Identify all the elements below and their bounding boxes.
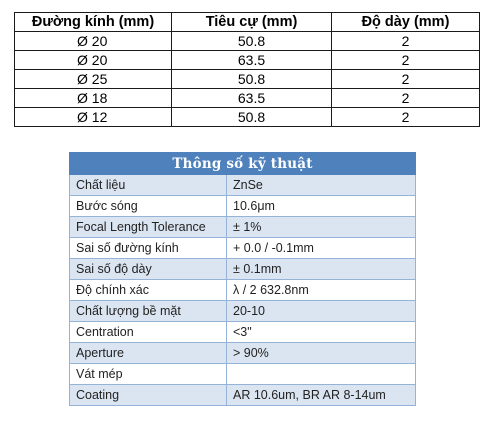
table-row <box>70 175 416 196</box>
table-row <box>15 32 480 51</box>
diameter-cell: Ø 12 <box>15 108 172 127</box>
spec-key: Aperture <box>70 343 227 364</box>
header-diameter: Đường kính (mm) <box>15 13 172 32</box>
header-focal-length: Tiêu cự (mm) <box>172 13 332 32</box>
spec-key: Độ chính xác <box>70 280 227 301</box>
thickness-cell: 2 <box>332 70 480 89</box>
spec-value: ± 0.1mm <box>227 259 416 280</box>
table-row <box>15 70 480 89</box>
spec-key: Vát mép <box>70 364 227 385</box>
dimensions-table <box>14 12 480 127</box>
table-row <box>70 196 416 217</box>
table-row <box>70 301 416 322</box>
spec-value: 20-10 <box>227 301 416 322</box>
spec-value: ± 1% <box>227 217 416 238</box>
table-row <box>70 217 416 238</box>
spec-key: Sai số đường kính <box>70 238 227 259</box>
spec-table <box>69 152 416 406</box>
table-row <box>70 322 416 343</box>
spec-key: Centration <box>70 322 227 343</box>
focal-length-cell: 50.8 <box>172 70 332 89</box>
spec-value: λ / 2 632.8nm <box>227 280 416 301</box>
spec-value: + 0.0 / -0.1mm <box>227 238 416 259</box>
focal-length-cell: 63.5 <box>172 89 332 108</box>
focal-length-cell: 50.8 <box>172 32 332 51</box>
spec-key: Chất lượng bề mặt <box>70 301 227 322</box>
table-row <box>15 51 480 70</box>
spec-value: <3" <box>227 322 416 343</box>
spec-table-title: Thông số kỹ thuật <box>70 153 416 175</box>
table-row <box>70 343 416 364</box>
diameter-cell: Ø 18 <box>15 89 172 108</box>
spec-key: Bước sóng <box>70 196 227 217</box>
table-row <box>70 238 416 259</box>
focal-length-cell: 63.5 <box>172 51 332 70</box>
table-row <box>70 259 416 280</box>
spec-title-row <box>70 153 416 175</box>
spec-value <box>227 364 416 385</box>
spec-value: > 90% <box>227 343 416 364</box>
diameter-cell: Ø 20 <box>15 32 172 51</box>
table-row <box>70 385 416 406</box>
thickness-cell: 2 <box>332 51 480 70</box>
thickness-cell: 2 <box>332 89 480 108</box>
thickness-cell: 2 <box>332 108 480 127</box>
spec-value: ZnSe <box>227 175 416 196</box>
focal-length-cell: 50.8 <box>172 108 332 127</box>
diameter-cell: Ø 25 <box>15 70 172 89</box>
table-row <box>15 89 480 108</box>
spec-key: Coating <box>70 385 227 406</box>
table-row <box>70 364 416 385</box>
thickness-cell: 2 <box>332 32 480 51</box>
table-row <box>15 108 480 127</box>
spec-key: Focal Length Tolerance <box>70 217 227 238</box>
table-row <box>70 280 416 301</box>
header-thickness: Độ dày (mm) <box>332 13 480 32</box>
diameter-cell: Ø 20 <box>15 51 172 70</box>
spec-value: AR 10.6um, BR AR 8-14um <box>227 385 416 406</box>
spec-key: Sai số độ dày <box>70 259 227 280</box>
dimensions-header-row <box>15 13 480 32</box>
spec-value: 10.6μm <box>227 196 416 217</box>
spec-key: Chất liệu <box>70 175 227 196</box>
